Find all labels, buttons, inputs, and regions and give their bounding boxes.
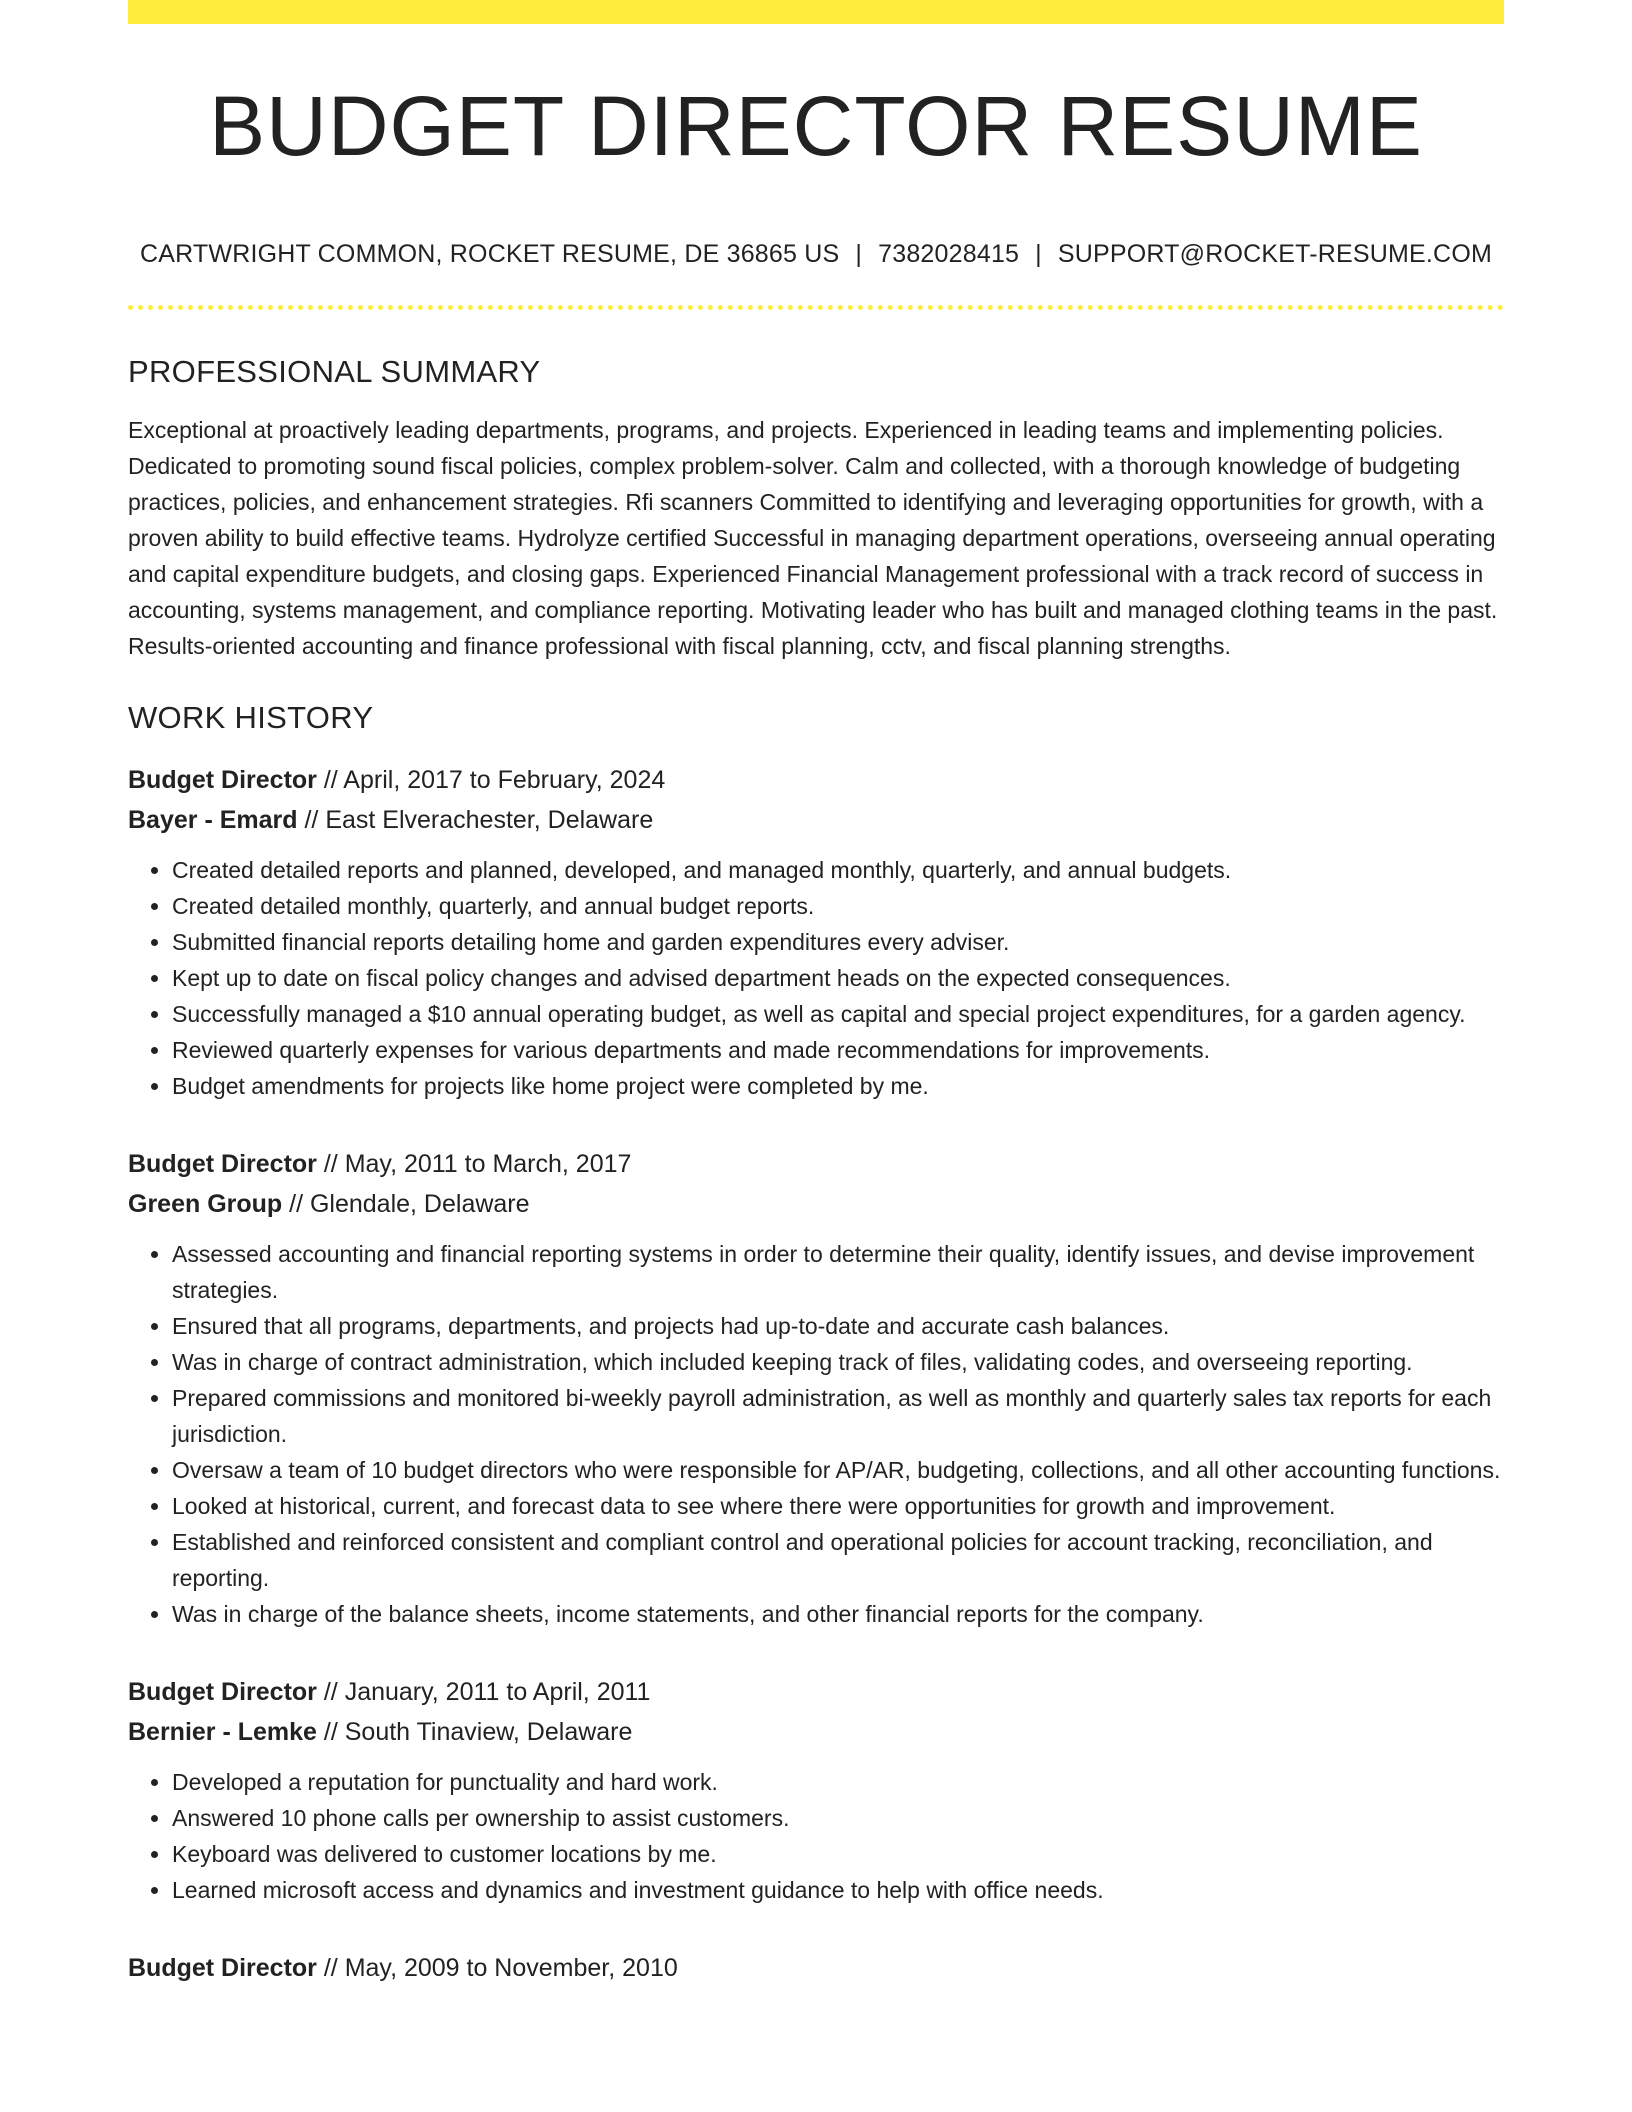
job-bullet: • Ensured that all programs, departments, and projects had up-to-date and accurate cash balances. (172, 1308, 1504, 1344)
job-company: Bayer - Emard (128, 806, 298, 834)
job-title-line (128, 760, 1504, 800)
job-bullet: • Established and reinforced consistent and compliant control and operational policies for account tracking, reconciliation, and reporting. (172, 1524, 1504, 1596)
job-title: Budget Director (128, 766, 317, 794)
job-bullet: • Kept up to date on fiscal policy changes and advised department heads on the expected consequences. (172, 960, 1504, 996)
job-bullet: • Was in charge of contract administration, which included keeping track of files, validating codes, and overseeing reporting. (172, 1344, 1504, 1380)
job-bullets (128, 1764, 1504, 1908)
job-company-line (128, 1184, 1504, 1224)
job-dates: // April, 2017 to February, 2024 (316, 766, 666, 794)
summary-text: Exceptional at proactively leading departments, programs, and projects. Experienced in leading teams and implementing policies. Dedicated to promoting sound fiscal policies, complex problem-solver. Calm and collected, with a thorough knowledge of budgeting practices, policies, and enhancement strategies. Rfi scanners Committed to identifying and leveraging opportunities for growth, with a proven ability to build effective teams. Hydrolyze certified Successful in managing department operations, overseeing annual operating and capital expenditure budgets, and closing gaps. Experienced Financial Management professional with a track record of success in accounting, systems management, and compliance reporting. Motivating leader who has built and managed clothing teams in the past. Results-oriented accounting and finance professional with fiscal planning, cctv, and fiscal planning strengths. (128, 417, 1498, 659)
job-bullet: • Submitted financial reports detailing home and garden expenditures every adviser. (172, 924, 1504, 960)
job-company: Green Group (128, 1190, 283, 1218)
contact-separator: | (855, 240, 863, 268)
job-title-line (128, 1948, 1504, 1988)
job-title: Budget Director (128, 1150, 317, 1178)
job-location: // Glendale, Delaware (282, 1190, 530, 1218)
job-bullet: • Assessed accounting and financial reporting systems in order to determine their quality, identify issues, and devise improvement strategies. (172, 1236, 1504, 1308)
job-bullet: • Oversaw a team of 10 budget directors who were responsible for AP/AR, budgeting, collections, and all other accounting functions. (172, 1452, 1504, 1488)
contact-address: CARTWRIGHT COMMON, ROCKET RESUME, DE 36865 US (140, 240, 840, 268)
job-title: Budget Director (128, 1678, 317, 1706)
job-bullet: • Developed a reputation for punctuality and hard work. (172, 1764, 1504, 1800)
job-title-line (128, 1672, 1504, 1712)
job-title-line (128, 1144, 1504, 1184)
job-bullet: • Budget amendments for projects like home project were completed by me. (172, 1068, 1504, 1104)
job-location: // East Elverachester, Delaware (297, 806, 654, 834)
top-accent-bar (128, 0, 1504, 24)
job-dates: // May, 2011 to March, 2017 (316, 1150, 632, 1178)
dotted-divider (128, 305, 1504, 310)
job-bullet: • Looked at historical, current, and forecast data to see where there were opportunities for growth and improvement. (172, 1488, 1504, 1524)
contact-separator: | (1035, 240, 1042, 268)
job-bullet: • Prepared commissions and monitored bi-weekly payroll administration, as well as monthly and quarterly sales tax reports for each jurisdiction. (172, 1380, 1504, 1452)
job-dates: // January, 2011 to April, 2011 (316, 1678, 651, 1706)
job-bullet: • Keyboard was delivered to customer locations by me. (172, 1836, 1504, 1872)
job-entry (128, 1948, 1504, 1988)
job-entry (128, 760, 1504, 1104)
work-history-heading: WORK HISTORY (128, 700, 374, 735)
resume-page (128, 0, 1504, 2112)
job-bullets (128, 852, 1504, 1104)
job-bullet: • Created detailed reports and planned, developed, and managed monthly, quarterly, and annual budgets. (172, 852, 1504, 888)
summary-heading: PROFESSIONAL SUMMARY (128, 354, 541, 389)
job-bullet: • Was in charge of the balance sheets, income statements, and other financial reports for the company. (172, 1596, 1504, 1632)
job-company: Bernier - Lemke (128, 1718, 317, 1746)
job-bullet: • Answered 10 phone calls per ownership to assist customers. (172, 1800, 1504, 1836)
job-bullet: • Reviewed quarterly expenses for various departments and made recommendations for improvements. (172, 1032, 1504, 1068)
job-entry (128, 1672, 1504, 1908)
job-dates: // May, 2009 to November, 2010 (316, 1954, 678, 1982)
job-title: Budget Director (128, 1954, 317, 1982)
job-entry (128, 1144, 1504, 1632)
job-company-line (128, 1712, 1504, 1752)
job-company-line (128, 800, 1504, 840)
job-location: // South Tinaview, Delaware (316, 1718, 633, 1746)
page-title: BUDGET DIRECTOR RESUME (209, 79, 1423, 173)
contact-email: SUPPORT@ROCKET-RESUME.COM (1057, 240, 1492, 268)
contact-line (128, 240, 1504, 269)
job-bullet: • Successfully managed a $10 annual operating budget, as well as capital and special project expenditures, for a garden agency. (172, 996, 1504, 1032)
contact-phone: 7382028415 (878, 240, 1020, 268)
job-bullet: • Created detailed monthly, quarterly, and annual budget reports. (172, 888, 1504, 924)
job-bullet: • Learned microsoft access and dynamics and investment guidance to help with office needs. (172, 1872, 1504, 1908)
job-bullets (128, 1236, 1504, 1632)
